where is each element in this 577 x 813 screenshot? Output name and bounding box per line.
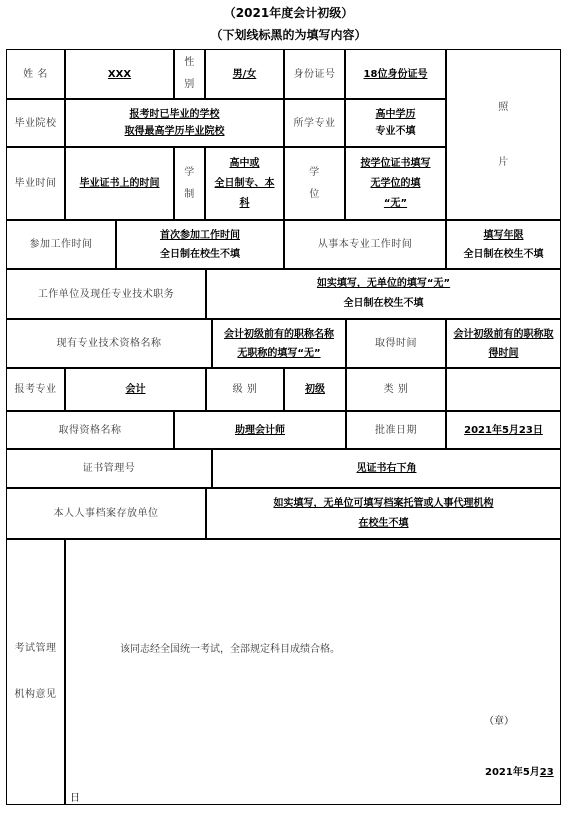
degree-value-3: “无”	[383, 197, 408, 209]
obtain-time-value-2: 得时间	[488, 347, 519, 359]
category-label: 类 别	[346, 368, 446, 411]
degree-value-2: 无学位的填	[370, 177, 421, 189]
apply-major-label: 报考专业	[6, 368, 65, 411]
photo-char-2: 片	[498, 156, 509, 168]
header-note: （下划线标黑的为填写内容）	[210, 28, 367, 42]
system-value-3: 科	[239, 197, 250, 209]
id-field[interactable]	[345, 49, 446, 99]
grad-time-value: 毕业证书上的时间	[79, 178, 160, 189]
opinion-label: 考试管理 机构意见	[6, 539, 65, 805]
approve-date-field[interactable]	[446, 411, 561, 449]
opinion-text: 该同志经全国统一考试，全部规定科目成绩合格。	[120, 644, 340, 655]
major-label: 所学专业	[284, 99, 345, 147]
cert-no-label: 证书管理号	[6, 449, 212, 488]
work-start-label: 参加工作时间	[6, 220, 116, 269]
seal-mark: （章）	[484, 716, 514, 727]
qual-value-1: 会计初级前有的职称名称	[224, 328, 334, 340]
photo-char-1: 照	[498, 101, 509, 113]
work-start-field[interactable]	[116, 220, 284, 269]
cert-name-label: 取得资格名称	[6, 411, 174, 449]
grad-time-label: 毕业时间	[6, 147, 65, 220]
school-value-2: 取得最高学历毕业院校	[124, 126, 225, 137]
name-value: XXX	[107, 68, 132, 80]
unit-field[interactable]	[206, 269, 561, 319]
prof-time-value-1: 填写年限	[483, 229, 524, 241]
cert-no-value: 见证书右下角	[356, 463, 417, 474]
obtain-time-value-1: 会计初级前有的职称取	[453, 328, 554, 340]
apply-major-value: 会计	[125, 384, 146, 395]
archive-label: 本人人事档案存放单位	[6, 488, 206, 539]
system-field[interactable]	[205, 147, 284, 220]
qual-label: 现有专业技术资格名称	[6, 319, 212, 368]
work-start-value-2: 全日制在校生不填	[160, 248, 240, 260]
qual-field[interactable]	[212, 319, 346, 368]
level-field[interactable]	[284, 368, 346, 411]
school-label: 毕业院校	[6, 99, 65, 147]
gender-label: 性 别	[174, 49, 205, 99]
school-value-1: 报考时已毕业的学校	[129, 109, 220, 120]
unit-value-2: 全日制在校生不填	[343, 298, 424, 309]
archive-field[interactable]	[206, 488, 561, 539]
degree-field[interactable]	[345, 147, 446, 220]
system-value-2: 全日制专、本	[214, 177, 275, 189]
name-field[interactable]	[65, 49, 174, 99]
unit-label: 工作单位及现任专业技术职务	[6, 269, 206, 319]
photo-box[interactable]	[446, 49, 561, 220]
archive-value-2: 在校生不填	[358, 517, 409, 529]
system-label: 学 制	[174, 147, 205, 220]
degree-label: 学 位	[284, 147, 345, 220]
approve-date-value: 2021年5月23日	[464, 424, 543, 436]
level-label: 级 别	[206, 368, 284, 411]
grad-time-field[interactable]	[65, 147, 174, 220]
unit-value-1: 如实填写，无单位的填写“无”	[316, 278, 451, 289]
qual-value-2: 无职称的填写“无”	[237, 347, 321, 359]
opinion-date: 2021年5月23	[485, 767, 554, 778]
system-value-1: 高中或	[229, 157, 260, 169]
name-label: 姓 名	[6, 49, 65, 99]
archive-value-1: 如实填写，无单位可填写档案托管或人事代理机构	[273, 497, 494, 509]
work-start-value-1: 首次参加工作时间	[160, 229, 240, 241]
id-label: 身份证号	[284, 49, 345, 99]
id-value: 18位身份证号	[363, 68, 428, 80]
obtain-time-label: 取得时间	[346, 319, 446, 368]
gender-value: 男/女	[232, 68, 257, 80]
prof-time-label: 从事本专业工作时间	[284, 220, 446, 269]
major-field[interactable]	[345, 99, 446, 147]
cert-name-field[interactable]	[174, 411, 346, 449]
major-value-2: 专业不填	[375, 126, 416, 137]
level-value: 初级	[305, 384, 325, 395]
school-field[interactable]	[65, 99, 284, 147]
header-year: （2021年度会计初级）	[223, 6, 354, 20]
gender-field[interactable]	[205, 49, 284, 99]
prof-time-value-2: 全日制在校生不填	[463, 248, 544, 260]
category-field[interactable]	[446, 368, 561, 411]
apply-major-field[interactable]	[65, 368, 206, 411]
cert-no-field[interactable]	[212, 449, 561, 488]
cert-name-value: 助理会计师	[235, 424, 285, 436]
prof-time-field[interactable]	[446, 220, 561, 269]
obtain-time-field[interactable]	[446, 319, 561, 368]
major-value-1: 高中学历	[375, 109, 416, 120]
approve-date-label: 批准日期	[346, 411, 446, 449]
degree-value-1: 按学位证书填写	[360, 157, 431, 169]
opinion-date-day-char: 日	[70, 793, 80, 804]
